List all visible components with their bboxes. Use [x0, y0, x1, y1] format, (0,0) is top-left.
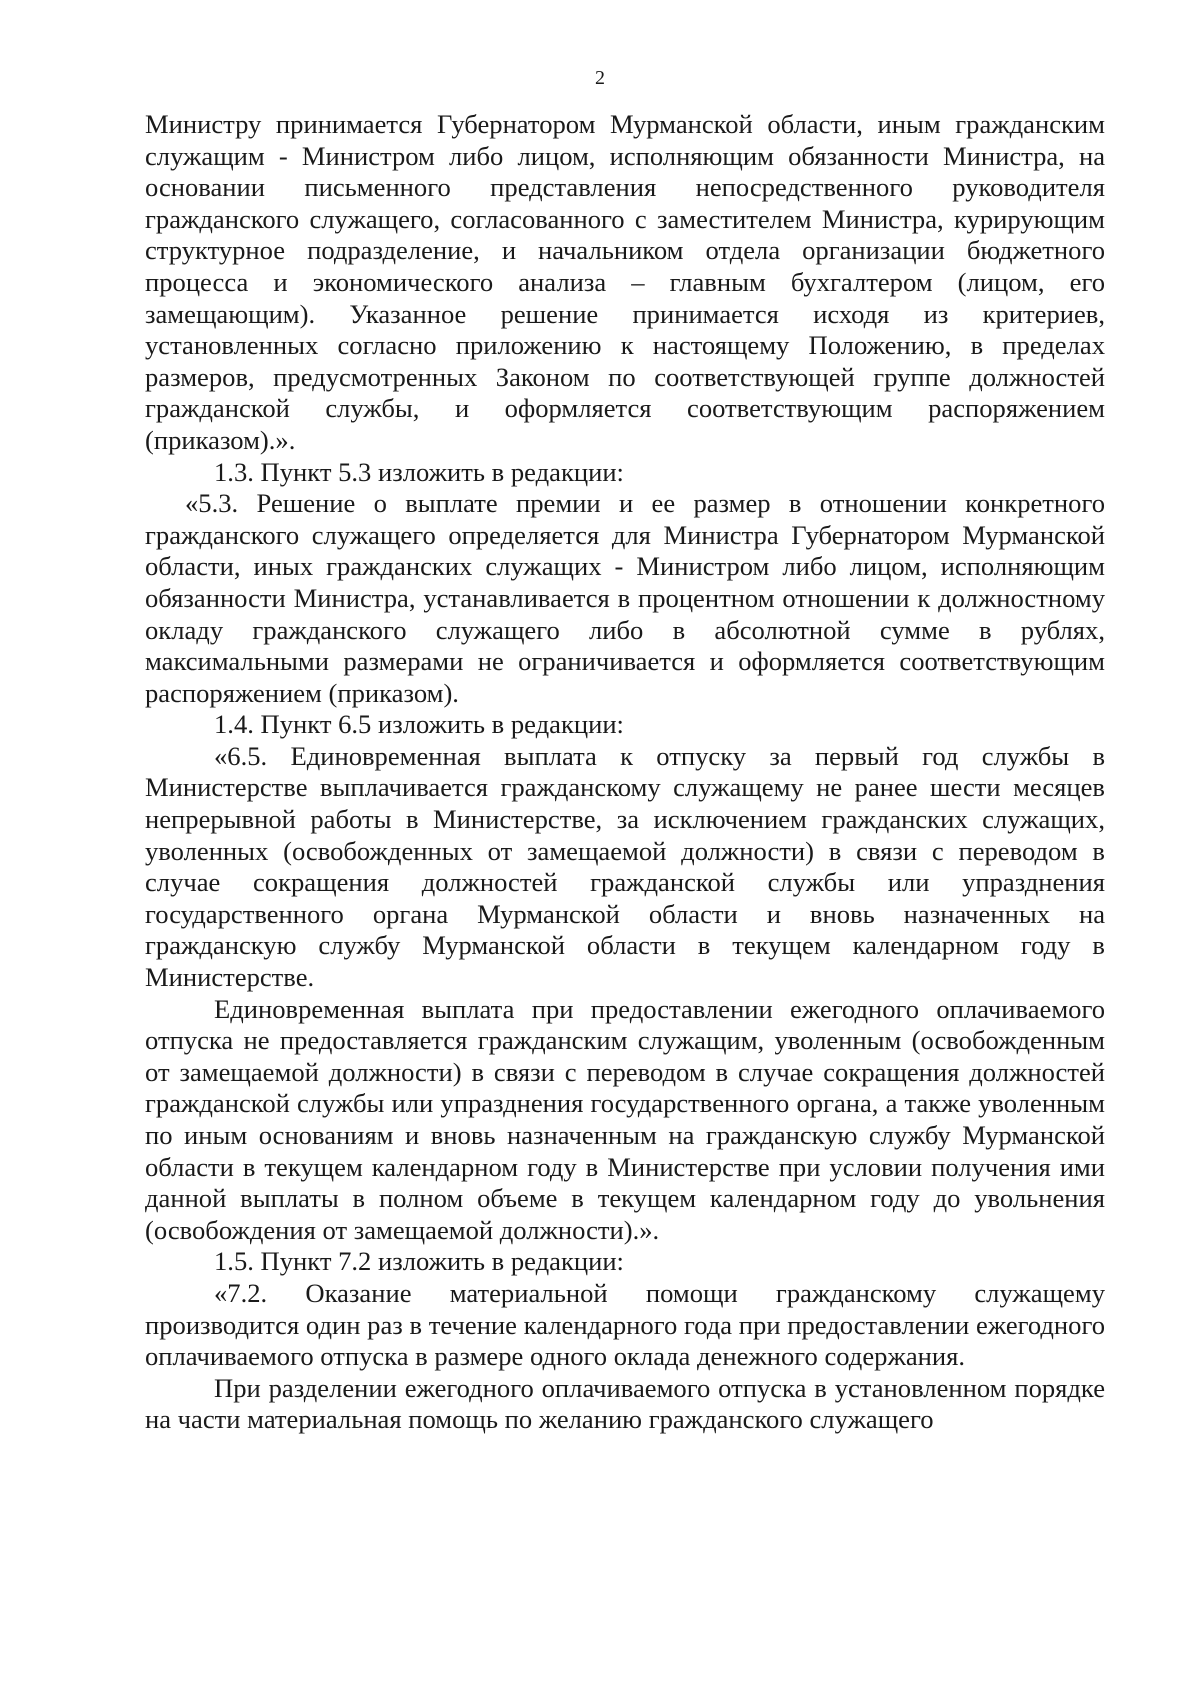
paragraph-clause-6-5: «6.5. Единовременная выплата к отпуску за первый год службы в Министерстве выплачивается гражданскому служащему не ранее шести месяцев непрерывной работы в Министерстве, за исключением гражданских служащих, уволенных (освобожденных от замещаемой должности) в связи с переводом в случае сокращения должностей гражданской службы или упразднения государственного органа Мурманской области и вновь назначенных на гражданскую службу Мурманской области в текущем календарном году в Министерстве.: [145, 740, 1105, 993]
paragraph-lump-sum: Единовременная выплата при предоставлении ежегодного оплачиваемого отпуска не предоставляется гражданским служащим, уволенным (освобожденным от замещаемой должности) в связи с переводом в случае сокращения должностей гражданской службы или упразднения государственного органа, а также уволенным по иным основаниям и вновь назначенным на гражданскую службу Мурманской области в текущем календарном году в Министерстве при условии получения ими данной выплаты в полном объеме в текущем календарном году до увольнения (освобождения от замещаемой должности).».: [145, 993, 1105, 1245]
paragraph-clause-5-3: «5.3. Решение о выплате премии и ее размер в отношении конкретного гражданского служащего определяется для Министра Губернатором Мурманской области, иных гражданских служащих - Министром либо лицом, исполняющим обязанности Министра, устанавливается в процентном отношении к должностному окладу гражданского служащего либо в абсолютной сумме в рублях, максимальными размерами не ограничивается и оформляется соответствующим распоряжением (приказом).: [145, 488, 1105, 708]
document-body: [145, 109, 1105, 1436]
paragraph-item-1-5: 1.5. Пункт 7.2 изложить в редакции:: [214, 1246, 624, 1277]
paragraph-item-1-4: 1.4. Пункт 6.5 изложить в редакции:: [214, 709, 624, 740]
paragraph-clause-7-2: «7.2. Оказание материальной помощи гражданскому служащему производится один раз в течение календарного года при предоставлении ежегодного оплачиваемого отпуска в размере одного оклада денежного содержания.: [145, 1277, 1105, 1372]
page-number: 2: [595, 67, 605, 89]
paragraph-item-1-3: 1.3. Пункт 5.3 изложить в редакции:: [214, 456, 624, 487]
paragraph-continuation: Министру принимается Губернатором Мурманской области, иным гражданским служащим - Министром либо лицом, исполняющим обязанности Министра, на основании письменного представления непосредственного руководителя гражданского служащего, согласованного с заместителем Министра, курирующим структурное подразделение, и начальником отдела организации бюджетного процесса и экономического анализа – главным бухгалтером (лицом, его замещающим). Указанное решение принимается исходя из критериев, установленных согласно приложению к настоящему Положению, в пределах размеров, предусмотренных Законом по соответствующей группе должностей гражданской службы, и оформляется соответствующим распоряжением (приказом).».: [145, 109, 1105, 455]
paragraph-material-aid: При разделении ежегодного оплачиваемого отпуска в установленном порядке на части материальная помощь по желанию гражданского служащего: [145, 1372, 1105, 1435]
